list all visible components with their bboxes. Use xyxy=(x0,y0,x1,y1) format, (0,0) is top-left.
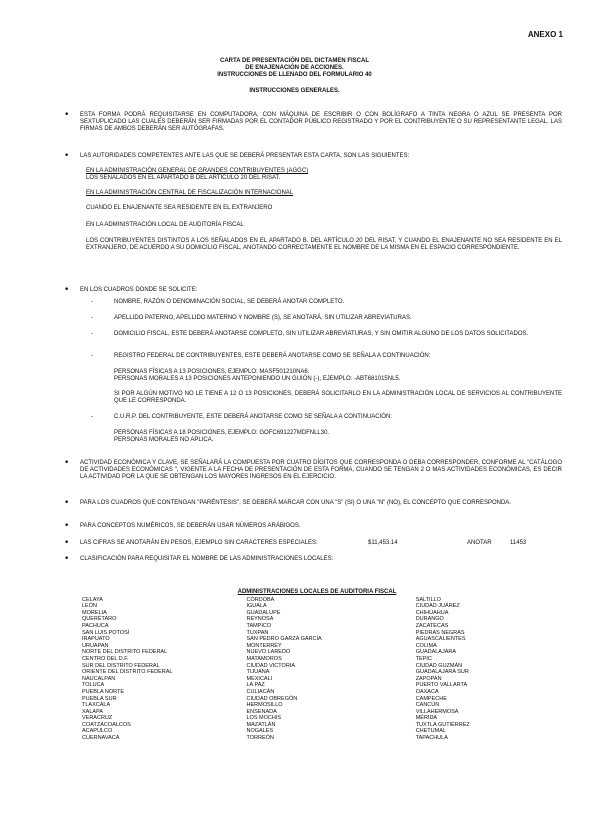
bullet-icon: • xyxy=(64,458,70,468)
authority-aggc-detail: LOS SEÑALADOS EN EL APARTADO B DEL ARTÍCULO 20 DEL RISAT. xyxy=(86,175,281,181)
bullet-icon: • xyxy=(64,151,70,161)
table-cell: VERACRUZ xyxy=(82,715,113,722)
table-cell: TAMPICO xyxy=(246,622,272,629)
admin-table-title: ADMINISTRACIONES LOCALES DE AUDITORIA FISCAL xyxy=(237,589,397,595)
table-cell: URUAPAN xyxy=(82,642,109,649)
table-cell: VILLAHERMOSA xyxy=(415,708,459,715)
table-cell: MEXICALI xyxy=(246,675,273,682)
table-cell: OAXACA xyxy=(415,688,439,695)
table-cell: PUEBLA SUR xyxy=(82,695,117,702)
authority-local: EN LA ADMINISTRACIÓN LOCAL DE AUDITORÍA FISCAL xyxy=(86,222,244,228)
table-cell: ACAPULCO xyxy=(82,728,113,735)
table-row xyxy=(82,610,552,617)
field-surname: APELLIDO PATERNO, APELLIDO MATERNO Y NOMBRE (S), SE ANOTARÁ, SIN UTILIZAR ABREVIATURAS. xyxy=(114,315,412,321)
table-row xyxy=(82,669,552,676)
field-rfc: REGISTRO FEDERAL DE CONTRIBUYENTES, ESTE DEBERÁ ANOTARSE COMO SE SEÑALA A CONTINUACIÓN: xyxy=(114,353,431,359)
table-cell: SAN PEDRO GARZA GARCÍA xyxy=(246,636,322,643)
field-curp: C.U.R.P. DEL CONTRIBUYENTE, ESTE DEBERÁ ANOTARSE COMO SE SEÑALA A CONTINUACIÓN: xyxy=(114,414,392,420)
fields-intro: EN LOS CUADROS DONDE SE SOLICITE: xyxy=(80,287,198,293)
table-cell: MÉRIDA xyxy=(415,715,438,722)
header-line-3: INSTRUCCIONES DE LLENADO DEL FORMULARIO 40 xyxy=(217,72,372,78)
table-cell: TEPIC xyxy=(415,655,432,662)
table-row xyxy=(82,597,552,604)
table-row xyxy=(82,689,552,696)
annex-label: ANEXO 1 xyxy=(527,30,563,39)
bullet-icon: • xyxy=(64,554,70,564)
table-cell: PUERTO VALLARTA xyxy=(415,682,468,689)
rfc-missing-note: SI POR ALGÚN MOTIVO NO LE TIENE A 12 O 13 POSICIONES, DEBERÁ SOLICITARLO EN LA ADMINISTRACIÓN LOCAL DE SERVICIOS AL CONTRIBUYENTE QUE LE CORRESPONDA. xyxy=(114,391,562,404)
table-cell: PACHUCA xyxy=(82,622,109,629)
table-cell: SALTILLO xyxy=(415,596,441,603)
authority-international: EN LA ADMINISTRACIÓN CENTRAL DE FISCALIZACIÓN INTERNACIONAL xyxy=(86,190,294,196)
dash-marker: - xyxy=(91,414,93,420)
table-row xyxy=(82,643,552,650)
header-line-2: DE ENAJENACIÓN DE ACCIONES. xyxy=(245,65,344,71)
table-cell: XALAPA xyxy=(82,708,103,715)
authorities-intro: LAS AUTORIDADES COMPETENTES ANTE LAS QUE SE DEBERÁ PRESENTAR ESTA CARTA, SON LAS SIGUIENTES: xyxy=(80,153,410,159)
bullet-icon: • xyxy=(64,498,70,508)
table-row xyxy=(82,735,552,742)
table-cell: LOS MOCHIS xyxy=(246,715,282,722)
dash-marker: - xyxy=(91,315,93,321)
table-cell: CIUDAD GUZMÁN xyxy=(415,662,463,669)
table-row xyxy=(82,709,552,716)
admin-table xyxy=(82,589,552,742)
table-row xyxy=(82,676,552,683)
table-cell: CIUDAD VICTORIA xyxy=(246,662,295,669)
table-cell: SAN LUIS POTOSÍ xyxy=(82,629,130,636)
table-cell: TORREÓN xyxy=(246,735,274,742)
rfc-example-moral: PERSONAS MORALES A 13 POSICIONES ANTEPONIENDO UN GUIÓN (-), EJEMPLO: -ABT681015NL5. xyxy=(114,376,401,382)
paragraph-classification: CLASIFICACIÓN PARA REQUISITAR EL NOMBRE DE LAS ADMINISTRACIONES LOCALES: xyxy=(80,556,334,562)
table-cell: CAMPECHE xyxy=(415,695,447,702)
table-row xyxy=(82,702,552,709)
table-cell: NUEVO LAREDO xyxy=(246,649,291,656)
bullet-icon: • xyxy=(64,538,70,548)
table-cell: ENSENADA xyxy=(246,708,277,715)
curp-example-physical: PERSONAS FÍSICAS A 18 POSICIONES, EJEMPLO: GOFC691227MDFNLL30. xyxy=(114,430,330,436)
table-cell: MATAMOROS xyxy=(246,655,282,662)
table-cell: ZACATECAS xyxy=(415,622,449,629)
dash-marker: - xyxy=(91,353,93,359)
table-cell: CENTRO DEL D.F. xyxy=(82,655,129,662)
table-cell: ZAPOPAN xyxy=(415,675,442,682)
table-cell: TLAXCALA xyxy=(82,702,111,709)
paragraph-form-instructions: ESTA FORMA PODRÁ REQUISITARSE EN COMPUTADORA, CON MÁQUINA DE ESCRIBIR O CON BOLÍGRAFO A TINTA NEGRA O AZUL SE PRESENTA POR SEXTUPLICADO LAS CUALES DEBERÁN SER FIRMADAS POR EL CONTADOR PÚBLICO REGISTRADO Y POR EL CONTRIBUYENTE O SU REPRESENTANTE LEGAL. LAS FIRMAS DE AMBOS DEBERÁN SER AUTÓGRAFAS. xyxy=(80,112,562,132)
paragraph-parentheses: PARA LOS CUADROS QUE CONTENGAN "PARÉNTESIS", SE DEBERÁ MARCAR CON UNA "S" (SI) O UNA "N" (NO), EL CONCEPTO QUE CORRESPONDA. xyxy=(80,500,511,506)
table-cell: LEÓN xyxy=(82,603,97,610)
authority-international-detail: CUANDO EL ENAJENANTE SEA RESIDENTE EN EL EXTRANJERO xyxy=(86,205,273,211)
table-row xyxy=(82,623,552,630)
table-cell: MONTERREY xyxy=(246,642,282,649)
table-row xyxy=(82,616,552,623)
table-row xyxy=(82,649,552,656)
table-cell: MAZATLÁN xyxy=(246,721,276,728)
bullet-icon: • xyxy=(64,110,70,120)
table-cell: IGUALA xyxy=(246,603,267,610)
table-cell: PIEDRAS NEGRAS xyxy=(415,629,465,636)
table-cell: TOLUCA xyxy=(82,682,105,689)
table-cell: MORELIA xyxy=(82,609,107,616)
paragraph-amounts: LAS CIFRAS SE ANOTARÁN EN PESOS, EJEMPLO SIN CARACTERES ESPECIALES: xyxy=(80,540,318,546)
table-cell: TAPACHULA xyxy=(415,735,448,742)
table-row xyxy=(82,656,552,663)
table-cell: CELAYA xyxy=(82,596,103,603)
table-cell: LA PAZ xyxy=(246,682,265,689)
rfc-example-physical: PERSONAS FÍSICAS A 13 POSICIONES, EJEMPLO: MASF501210NA6. xyxy=(114,369,310,375)
table-cell: NAUCALPAN xyxy=(82,675,116,682)
authority-aggc: EN LA ADMINISTRACIÓN GENERAL DE GRANDES CONTRIBUYENTES (AGGC) xyxy=(86,168,309,174)
dash-marker: - xyxy=(91,331,93,337)
authority-local-detail: LOS CONTRIBUYENTES DISTINTOS A LOS SEÑALADOS EN EL APARTADO B. DEL ARTÍCULO 20 DEL RISAT, Y CUANDO EL ENAJENANTE NO SEA RESIDENTE EN EL EXTRANJERO, DE ACUERDO A SU DOMICILIO FISCAL, ANOTANDO CORRECTAMENTE EL NOMBRE DE LA MISMA EN EL ESPACIO CORRESPONDIENTE. xyxy=(86,238,562,251)
table-row xyxy=(82,728,552,735)
table-cell: CIUDAD OBREGÓN xyxy=(246,695,298,702)
table-cell: DURANGO xyxy=(415,616,444,623)
table-cell: NORTE DEL DISTRITO FEDERAL xyxy=(82,649,168,656)
table-cell: GUADALUPE xyxy=(246,609,281,616)
bullet-icon: • xyxy=(64,521,70,531)
table-cell: CUERNAVACA xyxy=(82,735,120,742)
table-row xyxy=(82,696,552,703)
table-cell: GUADALAJARA xyxy=(415,649,457,656)
header-subtitle: INSTRUCCIONES GENERALES. xyxy=(249,88,340,94)
curp-example-moral: PERSONAS MORALES NO APLICA. xyxy=(114,437,214,443)
table-cell: NOGALES xyxy=(246,728,274,735)
dash-marker: - xyxy=(91,299,93,305)
table-row xyxy=(82,682,552,689)
paragraph-economic-activity: ACTIVIDAD ECONÓMICA Y CLAVE, SE SEÑALARÁ LA COMPUESTA POR CUATRO DÍGITOS QUE CORRESPONDA O DEBA CORRESPONDER, CONFORME AL "CATÁLOGO DE ACTIVIDADES ECONÓMICAS ", VIGENTE A LA FECHA DE PRESENTACIÓN DE ESTA FORMA, CUANDO SE TENGAN 2 O MAS ACTIVIDADES ECONÓMICAS, ES DECIR LA ACTIVIDAD POR LA QUE SE OBTENGAN LOS MAYORES INGRESOS EN EL EJERCICIO. xyxy=(80,460,562,480)
table-cell: REYNOSA xyxy=(246,616,274,623)
table-row xyxy=(82,663,552,670)
field-name: NOMBRE, RAZÓN O DENOMINACIÓN SOCIAL, SE DEBERÁ ANOTAR COMPLETO. xyxy=(114,299,345,305)
admin-table-wrapper xyxy=(82,589,552,742)
table-cell: PUEBLA NORTE xyxy=(82,688,125,695)
table-cell: COATZACOALCOS xyxy=(82,721,131,728)
header-line-1: CARTA DE PRESENTACIÓN DEL DICTAMEN FISCAL xyxy=(219,58,369,64)
admin-table-body xyxy=(82,597,552,742)
table-cell: QUERÉTARO xyxy=(82,616,117,623)
table-cell: COLIMA xyxy=(415,642,437,649)
table-cell: GUADALAJARA SUR xyxy=(415,669,469,676)
table-row xyxy=(82,722,552,729)
table-cell: CANCÚN xyxy=(415,702,440,709)
anotar-label: ANOTAR xyxy=(467,540,492,546)
field-address: DOMICILIO FISCAL, ESTE DEBERÁ ANOTARSE COMPLETO, SIN UTILIZAR ABREVIATURAS, Y SIN OMITIR ALGUNO DE LOS DATOS SOLICITADOS. xyxy=(114,331,529,337)
table-cell: CHETUMAL xyxy=(415,728,446,735)
table-cell: TUXTLA GUTIÉRREZ xyxy=(415,721,470,728)
paragraph-numeric: PARA CONCEPTOS NUMÉRICOS, SE DEBERÁN USAR NÚMEROS ARÁBIGOS. xyxy=(80,523,301,529)
table-row xyxy=(82,636,552,643)
table-cell: CHIHUAHUA xyxy=(415,609,449,616)
table-cell: IRAPUATO xyxy=(82,636,110,643)
table-cell: SUR DEL DISTRITO FEDERAL xyxy=(82,662,160,669)
bullet-icon: • xyxy=(64,285,70,295)
table-cell: CÓRDOBA xyxy=(246,596,275,603)
table-row xyxy=(82,603,552,610)
table-cell: CIUDAD JUÁREZ xyxy=(415,603,460,610)
table-row xyxy=(82,715,552,722)
anotar-value: 11453 xyxy=(510,540,527,546)
table-cell: ORIENTE DEL DISTRITO FEDERAL xyxy=(82,669,173,676)
table-cell: AGUASCALIENTES xyxy=(415,636,466,643)
table-cell: TIJUANA xyxy=(246,669,270,676)
amount-example: $11,453.14 xyxy=(368,540,398,546)
table-cell: TUXPAN xyxy=(246,629,269,636)
table-cell: CULIACÁN xyxy=(246,688,275,695)
table-cell: HERMOSILLO xyxy=(246,702,283,709)
